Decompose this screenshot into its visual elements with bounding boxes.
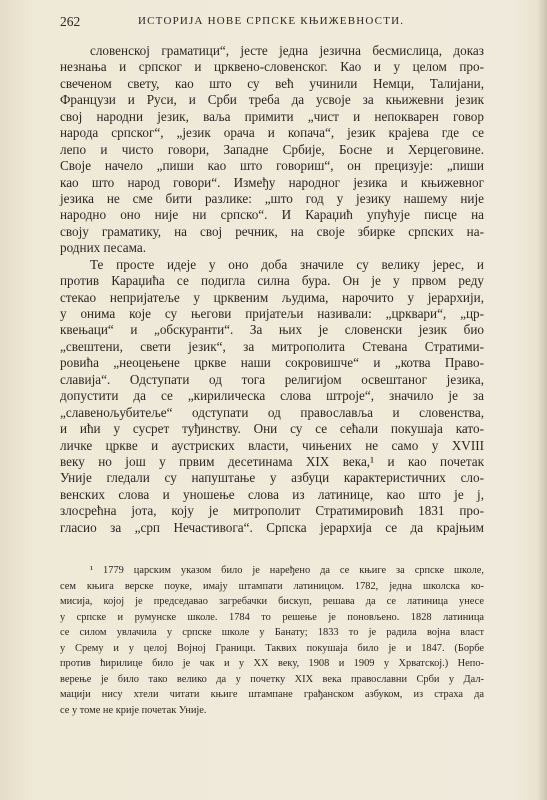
text-line: народа српског“, „језик орача и копача“, језик крајева где се: [60, 125, 484, 141]
text-line: родних песама.: [60, 240, 147, 256]
text-line: Те просте идеје у оно доба значиле су велику јерес, и: [90, 256, 484, 272]
text-line: словенској граматици“, јесте једна језична бесмислица, доказ: [90, 43, 484, 58]
text-line: „свештени, свети језик“, за митрополита Стевана Стратими-: [60, 338, 484, 354]
text-line: квењаци“ и „обскуранти“. За њих је словенски језик био: [60, 322, 484, 338]
footnote-line: у српске и румунске школе. 1784 то решење је поновљено. 1828 латиница: [60, 611, 484, 623]
text-line: и ићи у сусрет туђинству. Они су се сећали покушаја като-: [60, 421, 484, 437]
text-line: злосрећна јота, коју је митрополит Стратимировић 1831 про-: [60, 503, 484, 519]
text-line: гласио за „срп Нечастивога“. Српска јерархија се да крајњим: [60, 519, 484, 535]
page-edge-shadow: [537, 0, 547, 800]
footnote-line: мисија, којој је председавао загребачки бискуп, решава да се латиница унесе: [60, 596, 484, 608]
text-line: језика не сме бити разлике: „што год у језику нашему није: [60, 190, 484, 206]
text-line: лепо и чисто говори, Западне Србије, Босне и Херцеговине.: [60, 141, 484, 157]
footnotes: [60, 563, 484, 718]
text-line: допустити да се „кирилическа слова штроје“, значило је за: [60, 388, 484, 404]
footnote-line: мацији нису хтели читати књиге штампане грађанском азбуком, из страха да: [60, 689, 484, 701]
text-line: као што народ говори“. Између народног језика и књижевног: [60, 174, 484, 190]
text-line: Французи и Руси, и Срби треба да усвоје за књижевни језик: [60, 92, 484, 108]
text-line: стекао непријатеље у црквеним људима, нарочито у јерархији,: [60, 289, 484, 305]
text-line: венских слова и уношење слова из латинице, као што је ј,: [60, 486, 484, 502]
text-line: свој народни језик, ваља примити „чист и непокварен говор: [60, 108, 484, 124]
main-text: [60, 43, 484, 536]
text-line: народно оно није ни српско“. И Караџић упућује писце на: [60, 207, 484, 223]
footnote-line: ¹ 1779 царским указом било је наређено да се књиге за српске школе,: [90, 565, 484, 576]
page-number: 262: [60, 14, 81, 29]
text-line: свеченом свету, као што су већ учинили Немци, Талијани,: [60, 75, 484, 91]
text-line: веку но још у првим десетинама XIX века,¹ и као почетак: [60, 453, 484, 469]
text-line: Уније гледали су напуштање у азбуци карактеристичних сло-: [60, 470, 484, 486]
text-line: славија“. Одступати од тога религијом освештаног језика,: [60, 371, 484, 387]
text-line: против Караџића се подигла силна бура. Он је у првом реду: [60, 273, 484, 289]
footnote-line: у Срему и у целој Војној Граници. Таквих покушаја било је и 1847. (Борбе: [60, 642, 484, 654]
text-line: „славенољубитеље“ одступати од православља и словенства,: [60, 404, 484, 420]
footnote-line: се у томе не крије почетак Уније.: [60, 704, 207, 716]
footnote-line: верење је било тако велико да у почетку XIX века православни Срби у Дал-: [60, 673, 484, 685]
text-line: своју граматику, на свој речник, на своје збирке српских на-: [60, 223, 484, 239]
running-title: ИСТОРИЈА НОВЕ СРПСКЕ КЊИЖЕВНОСТИ.: [138, 15, 405, 27]
text-line: личке цркве и аустриских власти, чињених не само у XVIII: [60, 437, 484, 453]
page-header: [60, 14, 480, 32]
text-line: Своје начело „пиши као што говориш“, он прецизује: „пиши: [60, 158, 484, 174]
footnote-line: се силом увлачила у српске школе у Банату; 1833 то је радила војна власт: [60, 627, 484, 639]
footnote-line: против ћирилице било је чак и у XX веку, 1908 и 1909 у Хрватској.) Непо-: [60, 658, 484, 670]
text-line: незнања и српског и црквено-словенског. Као и у целом про-: [60, 59, 484, 75]
text-line: у онима које су његови пријатељи називали: „црквари“, „цр-: [60, 306, 484, 321]
footnote-line: сем књига верске поуке, имају штампати латиницом. 1782, једна школска ко-: [60, 580, 484, 592]
text-line: ровића „неоцењене цркве наши сокровишче“ и „котва Право-: [60, 355, 484, 371]
